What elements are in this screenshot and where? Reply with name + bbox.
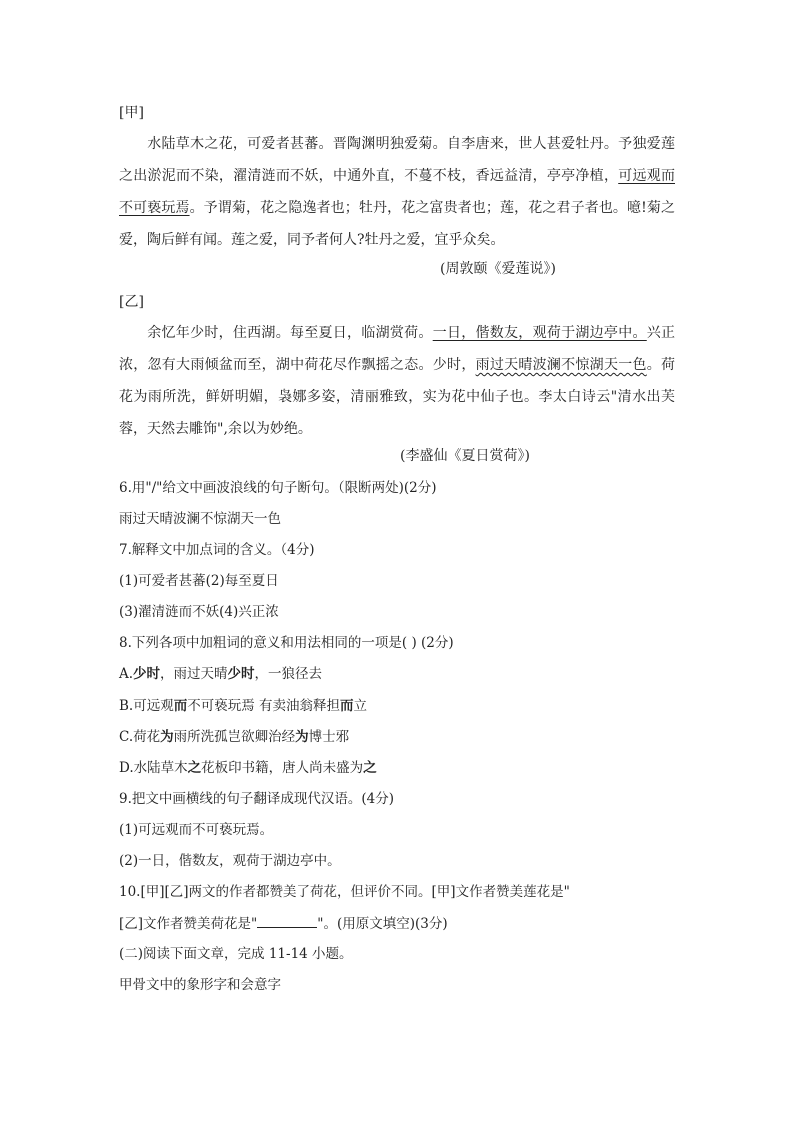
yi-text-3: 。荷花为雨所洗，鲜妍明媚，袅娜多姿，清丽雅致，实为花中仙子也。李太白诗云"清水出芙蓉，天然去雕饰",余以为妙绝。 bbox=[119, 357, 676, 437]
section-2-heading: (二)阅读下面文章，完成 11-14 小题。 bbox=[119, 946, 353, 962]
question-9-item-1: (1)可远观而不可亵玩焉。 bbox=[119, 822, 274, 838]
yi-passage bbox=[119, 317, 675, 445]
question-8-option-d: D.水陆草木之花板印书籍，唐人尚未盛为之 bbox=[119, 760, 377, 776]
question-8-option-b: B.可远观而不可亵玩焉 有卖油翁释担而立 bbox=[119, 698, 368, 714]
answer-blank[interactable] bbox=[257, 913, 317, 928]
jia-text-1: 水陆草木之花，可爱者甚蕃。晋陶渊明独爱菊。自李唐来，世人甚爱牡丹。予独爱莲之出淤泥而不染，濯清涟而不妖，中通外直，不蔓不枝，香远益清，亭亭净植， bbox=[119, 136, 675, 184]
yi-underlined-sentence: 一日，偕数友，观荷于湖边亭中。 bbox=[432, 325, 647, 341]
question-10: 10.[甲][乙]两文的作者都赞美了荷花，但评价不同。[甲]文作者赞美莲花是" bbox=[119, 884, 570, 900]
question-8-option-c: C.荷花为雨所洗孤岂欲卿治经为博士邪 bbox=[119, 729, 350, 745]
question-6-sentence: 雨过天晴波澜不惊湖天一色 bbox=[119, 511, 281, 527]
question-8: 8.下列各项中加粗词的意义和用法相同的一项是( ) (2分) bbox=[119, 635, 454, 651]
question-7: 7.解释文中加点词的含义。（4分) bbox=[119, 542, 315, 558]
question-8-option-a: A.少时，雨过天晴少时，一狼径去 bbox=[119, 666, 323, 682]
jia-label: [甲] bbox=[119, 105, 144, 121]
yi-source: (李盛仙《夏日赏荷》) bbox=[400, 448, 530, 464]
yi-text-1: 余忆年少时，住西湖。每至夏日，临湖赏荷。 bbox=[147, 325, 433, 341]
jia-text-2: 。予谓菊，花之隐逸者也；牡丹，花之富贵者也；莲，花之君子者也。噫!菊之爱，陶后鲜有闻。莲之爱，同予者何人?牡丹之爱，宜乎众矣。 bbox=[119, 200, 676, 248]
yi-wavy-sentence: 雨过天晴波澜不惊湖天一色 bbox=[475, 357, 647, 373]
jia-underlined-sentence: 可远观而不可亵玩焉 bbox=[119, 168, 676, 216]
yi-text-2: 兴正浓，忽有大雨倾盆而至，湖中荷花尽作飘摇之态。少时， bbox=[119, 325, 676, 373]
jia-source: (周敦颐《爱莲说》) bbox=[440, 261, 556, 277]
question-7-items-1: (1)可爱者甚蕃(2)每至夏日 bbox=[119, 573, 279, 589]
question-9: 9.把文中画横线的句子翻译成现代汉语。(4分) bbox=[119, 791, 395, 807]
jia-passage bbox=[119, 128, 675, 256]
question-7-items-2: (3)濯清涟而不妖(4)兴正浓 bbox=[119, 604, 279, 620]
question-6: 6.用"/"给文中画波浪线的句子断句。（限断两处)(2分) bbox=[119, 480, 437, 496]
question-10-line-2: [乙]文作者赞美荷花是" "。(用原文填空)(3分) bbox=[119, 913, 448, 934]
article-title: 甲骨文中的象形字和会意字 bbox=[119, 977, 281, 993]
yi-label: [乙] bbox=[119, 294, 144, 310]
question-9-item-2: (2)一日，偕数友，观荷于湖边亭中。 bbox=[119, 853, 341, 869]
